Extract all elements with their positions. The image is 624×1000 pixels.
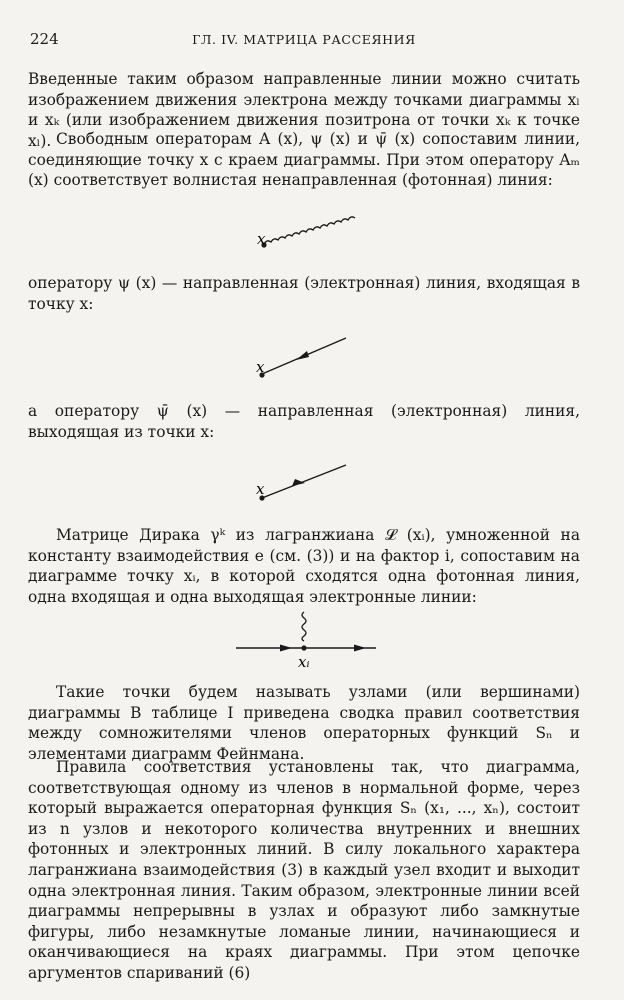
page-header xyxy=(30,30,578,50)
arrow-icon xyxy=(280,645,292,652)
paragraph-dirac-matrix: Матрице Дирака γᵏ из лагранжиана 𝓛 (xᵢ), умноженной на константу взаимодействия e (см. (3)) и на фактор i, сопоставим на диаграмме точку xᵢ, в которой сходятся одна фотонная линия, одна входящая и одна выходящая электронные линии: xyxy=(28,526,580,606)
figure-photon-line xyxy=(0,198,624,268)
point-x-label: x xyxy=(256,358,265,376)
paragraph-free-operators: Свободным операторам A (x), ψ (x) и ψ̄ (x) сопоставим линии, соединяющие точку x с краем диаграммы. При этом оператору Aₘ (x) соответствует волнистая ненаправленная (фотонная) линия: xyxy=(28,130,580,190)
photon-wavy-line xyxy=(264,217,355,244)
arrow-icon xyxy=(354,645,366,652)
paragraph-psi-operator: оператору ψ (x) — направленная (электронная) линия, входящая в точку x: xyxy=(28,274,580,313)
page-number: 224 xyxy=(30,30,59,48)
paragraph-correspondence-rules: Правила соответствия установлены так, что диаграмма, соответствующая одному из членов в нормальной форме, через который выражается операторная функция Sₙ (x₁, ..., xₙ), состоит из n узлов и некоторого количества внутренних и внешних фотонных и электронных линий. В силу локального характера лагранжиана взаимодействия (3) в каждый узел входит и выходит одна электронная линия. Таким образом, электронные линии всей диаграммы непрерывны в узлах и образуют либо замкнутые фигуры, либо незамкнутые ломаные линии, начинающиеся и оканчивающиеся на краях диаграммы. При этом цепочке аргументов спариваний (6) xyxy=(28,758,580,982)
vertex-xi-label: xᵢ xyxy=(298,653,310,671)
figure-incoming-electron xyxy=(0,330,624,390)
vertex-dot xyxy=(301,645,306,650)
paragraph-directed-lines: Введенные таким образом направленные линии можно считать изображением движения электрона между точками диаграммы xₗ и xₖ (или изображением движения позитрона от точки xₖ к точке xₗ). xyxy=(28,70,580,150)
figure-outgoing-electron xyxy=(0,458,624,508)
paragraph-psibar-operator: а оператору ψ̄ (x) — направленная (электронная) линия, выходящая из точки x: xyxy=(28,402,580,441)
outgoing-electron-line xyxy=(262,465,346,498)
vertex-photon-wavy-line xyxy=(302,612,306,641)
figure-vertex xyxy=(0,608,624,672)
paragraph-nodes: Такие точки будем называть узлами (или вершинами) диаграммы В таблице I приведена сводка правил соответствия между сомножителями членов операторных функций Sₙ и элементами диаграмм Фейнмана. xyxy=(28,683,580,763)
arrow-icon xyxy=(292,479,305,486)
point-x-label: x xyxy=(256,480,265,498)
arrow-icon xyxy=(296,351,309,360)
running-title: ГЛ. IV. МАТРИЦА РАССЕЯНИЯ xyxy=(192,32,416,47)
point-x-label: x xyxy=(257,230,266,248)
